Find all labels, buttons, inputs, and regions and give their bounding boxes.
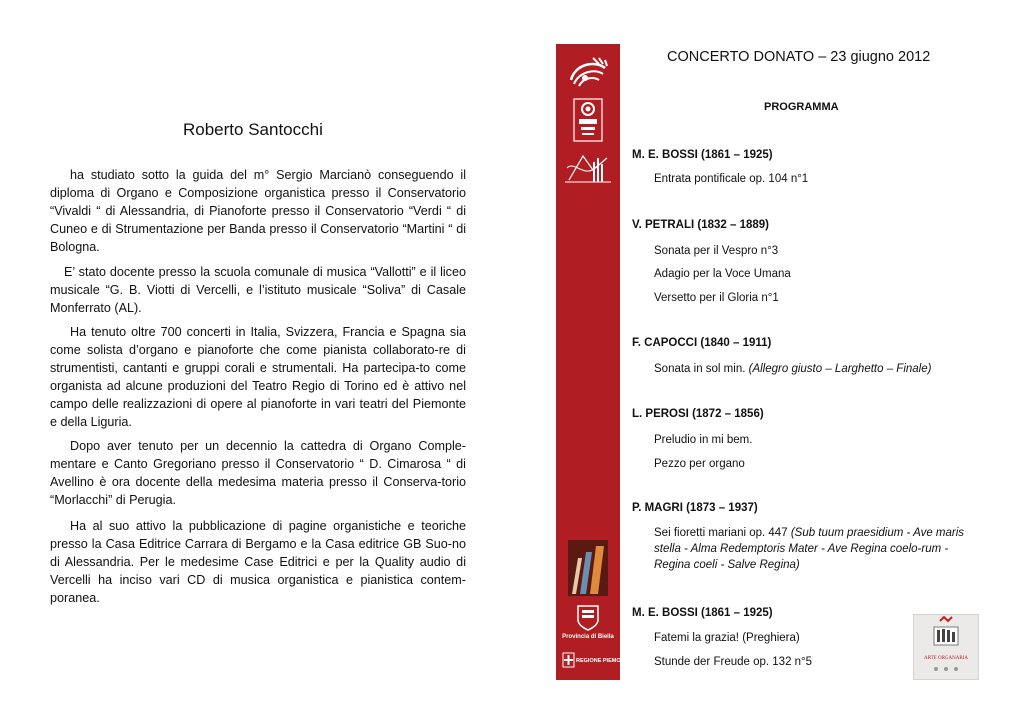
colored-bars-logo-icon <box>556 540 620 596</box>
regione-logo <box>556 650 632 670</box>
piece-adagio-voce-umana: Adagio per la Voce Umana <box>654 268 791 280</box>
regione-text: REGIONE PIEMONTE <box>576 658 632 664</box>
composer-bossi-2: M. E. BOSSI (1861 – 1925) <box>632 607 773 619</box>
eco-museo-logo-icon <box>556 98 620 142</box>
piece-sonata-vespro: Sonata per il Vespro n°3 <box>654 245 779 257</box>
piece-versetto-gloria: Versetto per il Gloria n°1 <box>654 292 779 304</box>
piece-entrata-pontificale: Entrata pontificale op. 104 n°1 <box>654 173 809 185</box>
program-title: CONCERTO DONATO – 23 giugno 2012 <box>667 49 931 65</box>
bio-paragraph-1: ha studiato sotto la guida del m° Sergio Marcianò conseguendo il diploma di Organo e Composizione organistica presso il Conservatorio “Vivaldi “ di Alessandria, di Pianoforte presso il Conservatorio “Verdi “ di Cuneo e di Strumentazione per Banda presso il Conservatorio “Martini “ di Bologna. <box>50 168 466 254</box>
composer-magri: P. MAGRI (1873 – 1937) <box>632 502 758 514</box>
stamp-text: ARTE ORGANARIA <box>923 656 969 661</box>
red-band <box>556 44 632 680</box>
coat-of-arms-icon <box>562 604 614 644</box>
composer-bossi-1: M. E. BOSSI (1861 – 1925) <box>632 149 773 161</box>
provincia-logo <box>556 604 620 644</box>
bio-title: Roberto Santocchi <box>183 120 323 139</box>
arte-organaria-logo <box>913 614 979 680</box>
bio-paragraph-2: E’ stato docente presso la scuola comunale di musica “Vallotti” e il liceo musicale “G. B. Viotti di Vercelli, e l’istituto musicale “Soliva” di Casale Monferrato (AL). <box>50 265 466 315</box>
composer-petrali: V. PETRALI (1832 – 1889) <box>632 219 770 231</box>
piece-fatemi-la-grazia: Fatemi la grazia! (Preghiera) <box>654 632 800 644</box>
piece-sei-fioretti-mariani: Sei fioretti mariani op. 447 (Sub tuum praesidium - Ave maris stella - Alma Redemptoris Mater - Ave Regina coelo-rum - Regina coeli - Salve Regina) <box>654 527 965 571</box>
bio-paragraph-5: Ha al suo attivo la pubblicazione di pagine organistiche e teoriche presso la Casa Editrice Carrara di Bergamo e la Casa editrice GB Suo-no di Alessandria. Per le medesime Case Editrici e per la Quality audio di Vercelli ha inciso vari CD di musica organistica e pianistica contem-poranea. <box>50 519 466 605</box>
piece-pezzo-per-organo: Pezzo per organo <box>654 458 745 470</box>
piece-stunde-der-freude: Stunde der Freude op. 132 n°5 <box>654 656 813 668</box>
composer-capocci: F. CAPOCCI (1840 – 1911) <box>632 337 772 349</box>
bio-paragraph-4: Dopo aver tenuto per un decennio la cattedra di Organo Comple-mentare e Canto Gregoriano presso il Conservatorio “ D. Cimarosa “ di Avellino è ora docente della medesima materia presso il Conserva-torio “Morlacchi” di Perugia. <box>50 439 466 507</box>
bio-paragraph-3: Ha tenuto oltre 700 concerti in Italia, Svizzera, Francia e Spagna sia come solista d’organo e pianoforte che come pianista collaborato-re di strumentisti, cantanti e gruppi corali e strumentali. Ha partecipa-to come organista ad alcune produzioni del Teatro Regio di Torino ed è attivo nel campo delle realizzazioni di opere al pianoforte in vari teatri del Piemonte e della Liguria. <box>50 325 466 429</box>
composer-perosi: L. PEROSI (1872 – 1856) <box>632 408 764 420</box>
organ-sketch-logo-icon <box>556 150 620 186</box>
swirl-logo-icon <box>556 54 620 92</box>
program-subtitle: PROGRAMMA <box>764 101 839 113</box>
provincia-text: Provincia di Biella <box>562 634 614 640</box>
piece-preludio: Preludio in mi bem. <box>654 434 753 446</box>
piece-sonata-sol-minore: Sonata in sol min. (Allegro giusto – Larghetto – Finale) <box>654 363 932 375</box>
